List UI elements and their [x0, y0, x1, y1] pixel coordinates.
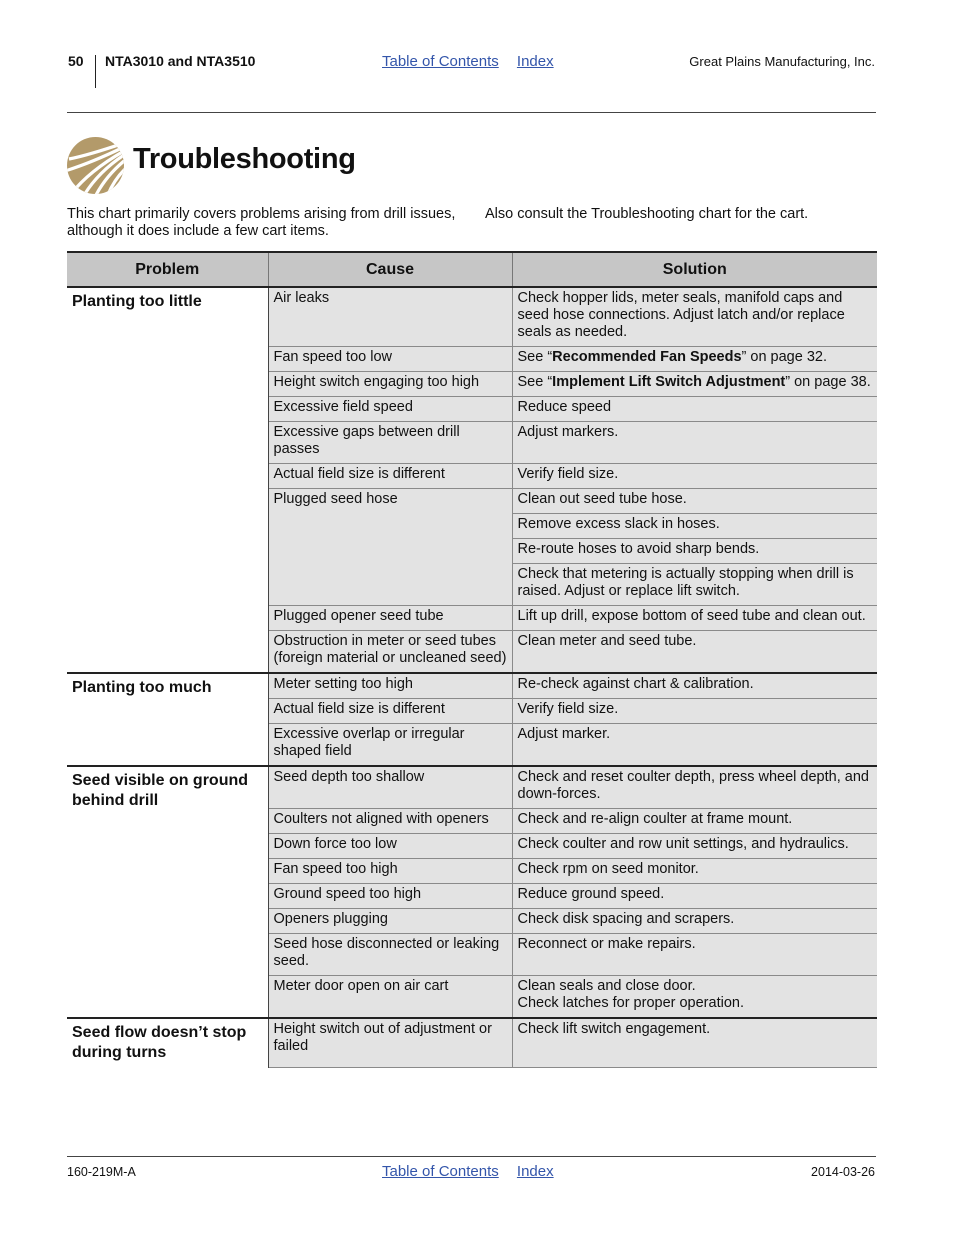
solution-cell: Clean seals and close door. Check latches for proper operation. [512, 976, 877, 1019]
solution-cell [512, 347, 877, 372]
intro-note: Also consult the Troubleshooting chart for the cart. [485, 206, 809, 222]
solution-cell: Check coulter and row unit settings, and hydraulics. [512, 834, 877, 859]
solution-cell: Re-route hoses to avoid sharp bends. [512, 539, 877, 564]
cause-cell: Down force too low [268, 834, 512, 859]
cause-cell: Meter setting too high [268, 673, 512, 699]
page-number: 50 [68, 53, 84, 69]
solution-cell: Re-check against chart & calibration. [512, 673, 877, 699]
problem-cell: Planting too much [67, 673, 268, 766]
cause-cell: Fan speed too low [268, 347, 512, 372]
footer-index-link[interactable]: Index [516, 1163, 554, 1180]
cause-cell: Obstruction in meter or seed tubes (foreign material or uncleaned seed) [268, 631, 512, 674]
solution-text: See “ [517, 374, 553, 390]
column-header-problem: Problem [67, 252, 268, 287]
table-row [67, 766, 877, 809]
solution-cell: Check that metering is actually stopping when drill is raised. Adjust or replace lift switch. [512, 564, 877, 606]
cause-cell: Openers plugging [268, 909, 512, 934]
intro-text: This chart primarily covers problems arising from drill issues, although it does include a few cart items. [67, 206, 456, 239]
solution-cell: Check rpm on seed monitor. [512, 859, 877, 884]
solution-cell: Check hopper lids, meter seals, manifold caps and seed hose connections. Adjust latch and/or replace seals as needed. [512, 287, 877, 347]
table-row [67, 673, 877, 699]
solution-text: ” on page 32. [741, 349, 827, 365]
column-header-solution: Solution [512, 252, 877, 287]
index-link[interactable]: Index [516, 53, 554, 70]
cross-reference: Implement Lift Switch Adjustment [552, 374, 786, 390]
cause-cell: Air leaks [268, 287, 512, 347]
header-rule [67, 112, 876, 113]
solution-cell: Clean out seed tube hose. [512, 489, 877, 514]
table-of-contents-link[interactable]: Table of Contents [382, 53, 499, 70]
cause-cell: Excessive gaps between drill passes [268, 422, 512, 464]
cause-cell: Plugged opener seed tube [268, 606, 512, 631]
solution-cell: Verify field size. [512, 464, 877, 489]
cause-cell: Excessive field speed [268, 397, 512, 422]
footer-table-of-contents-link[interactable]: Table of Contents [382, 1163, 499, 1180]
problem-cell: Seed flow doesn’t stop during turns [67, 1018, 268, 1067]
column-header-cause: Cause [268, 252, 512, 287]
solution-cell: Adjust markers. [512, 422, 877, 464]
cause-cell: Plugged seed hose [268, 489, 512, 606]
cause-cell: Actual field size is different [268, 464, 512, 489]
footer-nav [382, 1163, 568, 1180]
problem-cell: Planting too little [67, 287, 268, 673]
solution-cell: Reconnect or make repairs. [512, 934, 877, 976]
solution-cell: Clean meter and seed tube. [512, 631, 877, 674]
solution-cell: Check lift switch engagement. [512, 1018, 877, 1067]
cause-cell: Coulters not aligned with openers [268, 809, 512, 834]
cause-cell: Fan speed too high [268, 859, 512, 884]
table-body [67, 287, 877, 1067]
cause-cell: Height switch engaging too high [268, 372, 512, 397]
solution-cell: Lift up drill, expose bottom of seed tube and clean out. [512, 606, 877, 631]
cause-cell: Actual field size is different [268, 699, 512, 724]
solution-cell: Adjust marker. [512, 724, 877, 767]
cross-reference: Recommended Fan Speeds [552, 349, 742, 365]
problem-cell: Seed visible on ground behind drill [67, 766, 268, 1018]
cause-cell: Excessive overlap or irregular shaped field [268, 724, 512, 767]
header-divider [95, 55, 96, 88]
table-row [67, 287, 877, 347]
cause-cell: Seed hose disconnected or leaking seed. [268, 934, 512, 976]
troubleshooting-table [67, 251, 877, 1068]
solution-text: See “ [517, 349, 553, 365]
cause-cell: Seed depth too shallow [268, 766, 512, 809]
document-number: 160-219M-A [67, 1165, 136, 1179]
cause-cell: Meter door open on air cart [268, 976, 512, 1019]
solution-cell: Remove excess slack in hoses. [512, 514, 877, 539]
table-row [67, 1018, 877, 1067]
field-rows-logo-icon [67, 137, 124, 194]
page-title: Troubleshooting [133, 143, 356, 175]
solution-cell: Check disk spacing and scrapers. [512, 909, 877, 934]
revision-date: 2014-03-26 [811, 1165, 875, 1179]
solution-cell [512, 372, 877, 397]
solution-cell: Check and reset coulter depth, press wheel depth, and down-forces. [512, 766, 877, 809]
solution-cell: Reduce speed [512, 397, 877, 422]
header-nav [382, 53, 568, 70]
footer-rule [67, 1156, 876, 1157]
cause-cell: Ground speed too high [268, 884, 512, 909]
solution-cell: Reduce ground speed. [512, 884, 877, 909]
solution-cell: Check and re-align coulter at frame mount. [512, 809, 877, 834]
cause-cell: Height switch out of adjustment or failed [268, 1018, 512, 1067]
document-title: NTA3010 and NTA3510 [105, 53, 256, 69]
table-header-row [67, 252, 877, 287]
solution-cell: Verify field size. [512, 699, 877, 724]
solution-text: ” on page 38. [785, 374, 871, 390]
company-name: Great Plains Manufacturing, Inc. [689, 54, 875, 69]
